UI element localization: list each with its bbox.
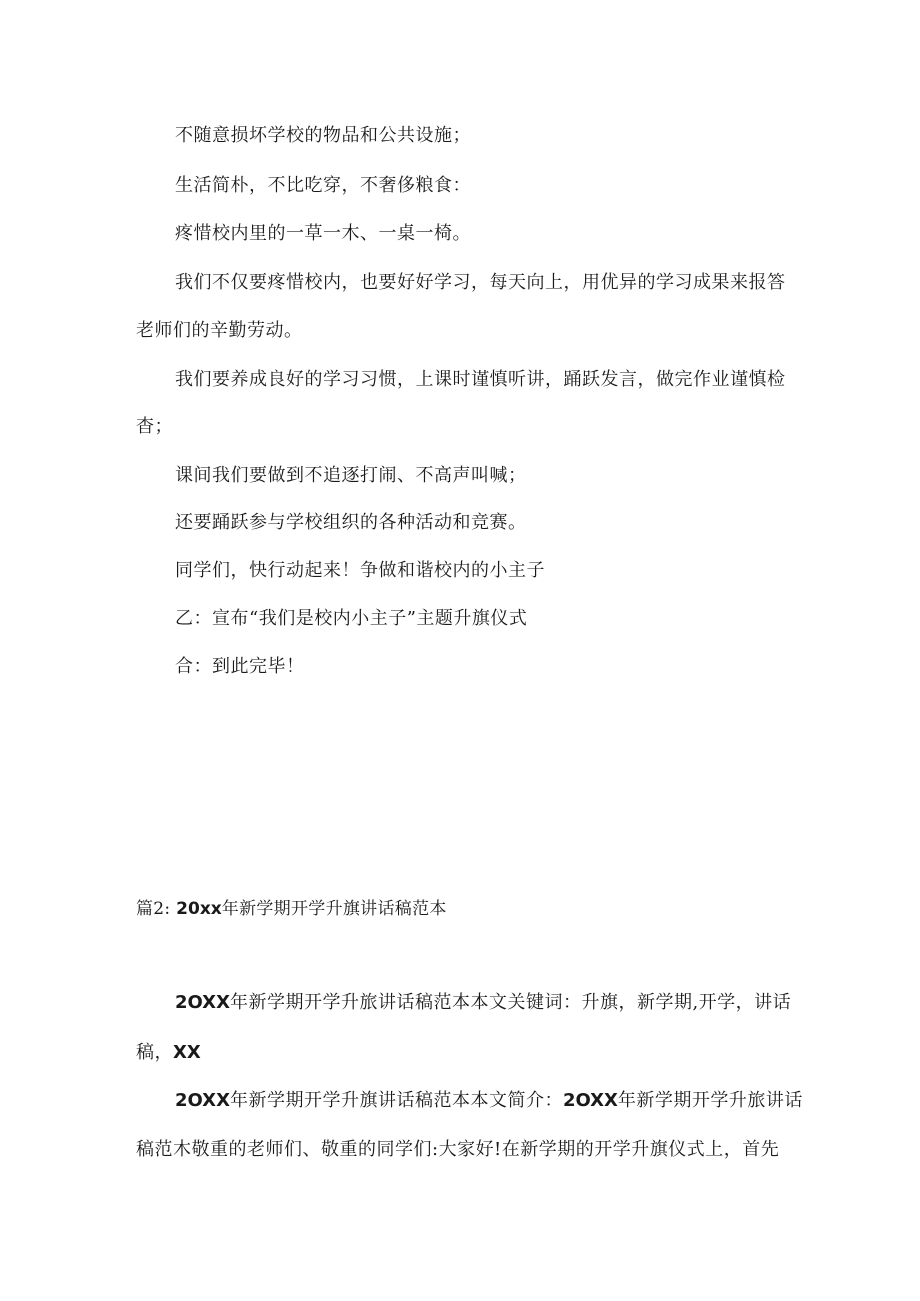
heading-year: 20xx	[176, 899, 222, 919]
text-line-2: 生活简朴，不比吃穿，不奢侈粮食：	[175, 175, 471, 196]
text-line-9: 还要踊跃参与学校组织的各种活动和竞赛。	[175, 512, 527, 533]
paragraph-1-line-1	[175, 991, 791, 1015]
p2-year-2: 2OXX	[562, 1090, 618, 1111]
p1-tag: XX	[173, 1042, 201, 1063]
paragraph-2-line-1	[175, 1089, 803, 1113]
text-line-12: 合：到此完毕！	[175, 656, 305, 677]
text-line-6: 我们要养成良好的学习习惯，上课时谨慎听讲，踊跃发言，做完作业谨慎检	[175, 369, 786, 390]
paragraph-2-line-2: 稿范木敬重的老师们、敬重的同学们:大家好!在新学期的开学升旗仪式上，首先	[136, 1139, 780, 1160]
heading-prefix: 篇2:	[136, 899, 171, 919]
text-line-4: 我们不仅要疼惜校内，也要好好学习，每天向上，用优异的学习成果来报答	[175, 272, 786, 293]
text-line-3: 疼惜校内里的一草一木、一桌一椅。	[175, 223, 471, 244]
p2-year: 2OXX	[175, 1090, 230, 1111]
text-line-1: 不随意损坏学校的物品和公共设施；	[175, 125, 471, 146]
text-line-10: 同学们，快行动起来！争做和谐校内的小主子	[175, 560, 545, 581]
p1-year: 2OXX	[175, 992, 230, 1013]
section-heading	[136, 897, 447, 921]
text-line-8: 课间我们要做到不追逐打闹、不高声叫喊；	[175, 465, 527, 486]
p1-line2: 稿，	[136, 1042, 173, 1063]
p2-text-a: 年新学期开学升旗讲话稿范本本文简介：	[229, 1090, 563, 1111]
p2-text-b: 年新学期开学升旅讲话	[617, 1090, 803, 1111]
p1-text: 年新学期开学升旅讲话稿范本本文关键词：升旗，新学期,开学，讲话	[229, 992, 792, 1013]
text-line-5: 老师们的辛勤劳动。	[136, 320, 303, 341]
heading-title: 年新学期开学升旗讲话稿范本	[221, 899, 447, 919]
text-line-7: 杳；	[136, 416, 173, 437]
paragraph-1-line-2	[136, 1041, 201, 1065]
text-line-11: 乙：宣布“我们是校内小主子”主题升旗仪式	[175, 608, 528, 629]
